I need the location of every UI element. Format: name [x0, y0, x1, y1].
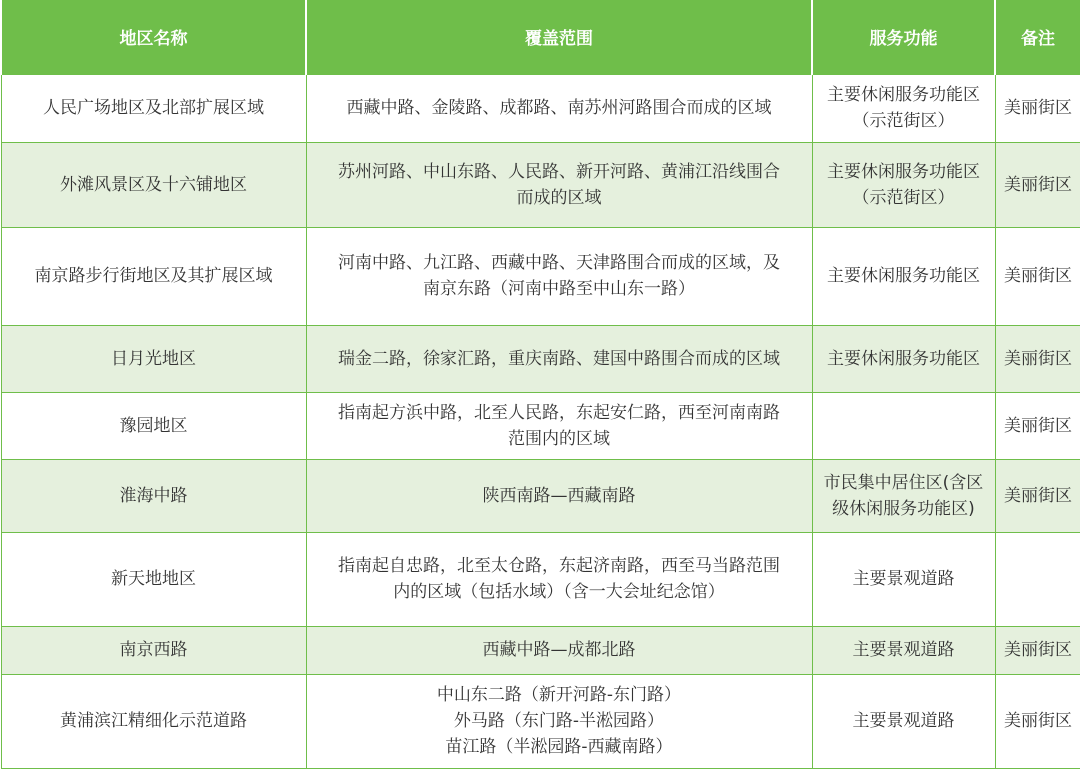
table-header-row [1, 0, 1080, 74]
coverage-cell: 西藏中路、金陵路、成都路、南苏州河路围合而成的区域 [306, 74, 812, 142]
note-cell: 美丽街区 [995, 626, 1080, 674]
function-cell: 主要景观道路 [812, 532, 995, 626]
function-cell [812, 392, 995, 459]
region-cell: 南京路步行街地区及其扩展区域 [1, 227, 306, 325]
table-row [1, 74, 1080, 142]
function-cell: 主要休闲服务功能区 （示范街区） [812, 142, 995, 227]
coverage-cell: 陕西南路—西藏南路 [306, 459, 812, 532]
header-function: 服务功能 [812, 0, 995, 74]
table-row [1, 532, 1080, 626]
table-row [1, 142, 1080, 227]
function-cell: 主要景观道路 [812, 626, 995, 674]
table-row [1, 626, 1080, 674]
header-coverage: 覆盖范围 [306, 0, 812, 74]
region-cell: 黄浦滨江精细化示范道路 [1, 674, 306, 768]
function-cell: 主要休闲服务功能区 [812, 325, 995, 392]
note-cell: 美丽街区 [995, 227, 1080, 325]
coverage-cell: 河南中路、九江路、西藏中路、天津路围合而成的区域，及 南京东路（河南中路至中山东一路） [306, 227, 812, 325]
note-cell: 美丽街区 [995, 142, 1080, 227]
region-cell: 人民广场地区及北部扩展区域 [1, 74, 306, 142]
function-cell: 市民集中居住区(含区 级休闲服务功能区) [812, 459, 995, 532]
coverage-cell: 西藏中路—成都北路 [306, 626, 812, 674]
note-cell: 美丽街区 [995, 325, 1080, 392]
region-cell: 豫园地区 [1, 392, 306, 459]
coverage-cell: 指南起自忠路，北至太仓路，东起济南路，西至马当路范围 内的区域（包括水域）（含一大会址纪念馆） [306, 532, 812, 626]
coverage-cell: 指南起方浜中路，北至人民路，东起安仁路，西至河南南路 范围内的区域 [306, 392, 812, 459]
table-row [1, 459, 1080, 532]
note-cell: 美丽街区 [995, 459, 1080, 532]
table-row [1, 674, 1080, 768]
coverage-cell: 苏州河路、中山东路、人民路、新开河路、黄浦江沿线围合 而成的区域 [306, 142, 812, 227]
note-cell: 美丽街区 [995, 74, 1080, 142]
region-cell: 日月光地区 [1, 325, 306, 392]
function-cell: 主要休闲服务功能区 （示范街区） [812, 74, 995, 142]
region-cell: 南京西路 [1, 626, 306, 674]
header-region: 地区名称 [1, 0, 306, 74]
table-row [1, 392, 1080, 459]
table-row [1, 325, 1080, 392]
header-note: 备注 [995, 0, 1080, 74]
coverage-cell: 中山东二路（新开河路-东门路） 外马路（东门路-半淞园路） 苗江路（半淞园路-西藏南路） [306, 674, 812, 768]
function-cell: 主要休闲服务功能区 [812, 227, 995, 325]
note-cell: 美丽街区 [995, 674, 1080, 768]
function-cell: 主要景观道路 [812, 674, 995, 768]
region-cell: 淮海中路 [1, 459, 306, 532]
note-cell: 美丽街区 [995, 392, 1080, 459]
note-cell [995, 532, 1080, 626]
table-row [1, 227, 1080, 325]
coverage-cell: 瑞金二路，徐家汇路，重庆南路、建国中路围合而成的区域 [306, 325, 812, 392]
region-cell: 外滩风景区及十六铺地区 [1, 142, 306, 227]
region-cell: 新天地地区 [1, 532, 306, 626]
